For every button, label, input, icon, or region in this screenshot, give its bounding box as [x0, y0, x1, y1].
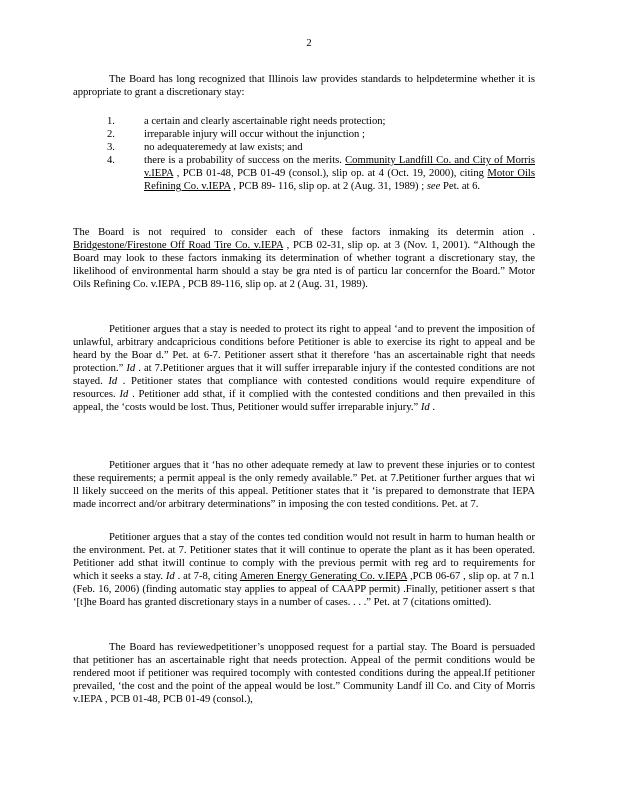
stay-factors-list [107, 115, 535, 193]
paragraph-adequate-remedy: Petitioner argues that it ‘has no other adequate remedy at law to prevent these injuries or to contest these requirements; a permit appeal is the only remedy available.” Pet. at 7.Petitioner further argues that wi ll likely succeed on the merits of this appeal. Petitioner states that it ‘is prepared to demonstrate that IEPA made incorrect and/or arbitrary determinations” in imposing the con tested conditions. Pet. at 7. [73, 460, 535, 510]
case-citation: Community Landfill Co. and City of Morris v.IEPA [144, 155, 535, 179]
case-citation: Ameren Energy Generating Co. v.IEPA [239, 571, 408, 582]
list-item: 3. no adequateremedy at law exists; and [107, 142, 303, 153]
paragraph-board-review: The Board has reviewedpetitioner’s unopposed request for a partial stay. The Board is persuaded that petitioner has an ascertainable right that needs protection. Appeal of the permit conditions would be rendered moot if petitioner was required tocomply with contested conditions during the appeal.If petitioner prevailed, ‘the cost and the point of the appeal would be lost.” Community Landf ill Co. and City of Morris v.IEPA , PCB 01-48, PCB 01-49 (consol.), [73, 642, 535, 705]
case-citation: Community Landf ill Co. and City of Morris v.IEPA [73, 681, 535, 705]
case-citation: Bridgestone/Firestone Off Road Tire Co. v.IEPA [73, 240, 284, 251]
paragraph-standards-intro: The Board has long recognized that Illinois law provides standards to helpdetermine whether it is appropriate to grant a discretionary stay: [73, 74, 535, 98]
paragraph-no-harm: Petitioner argues that a stay of the contes ted condition would not result in harm to human health or the environment. Pet. at 7. Petitioner states that it will continue to operate the plant as it has been operated. Petitioner add sthat itwill continue to comply with the previous permit with reg ard to requirements for which it seeks a stay. Id . at 7-8, citing Ameren Energy Generating Co. v.IEPA ,PCB 06-67 , slip op. at 7 n.1 (Feb. 16, 2006) (finding automatic stay applies to appeal of CAAPP permit) .Finally, petitioner assert s that ‘[t]he Board has granted discretionary stays in a number of cases. . . .” Pet. at 7 (citations omitted). [73, 532, 535, 608]
paragraph-board-not-required: The Board is not required to consider each of these factors inmaking its determin ation . Bridgestone/Firestone Off Road Tire Co. v.IEPA , PCB 02-31, slip op. at 3 (Nov. 1, 2001). “Although the Board may look to these factors inmaking its determination of whether togrant a discretionary stay, the likelihood of environmental harm should a stay be gra nted is of particu lar concernfor the Board.” Motor Oils Refining Co. v.IEPA , PCB 89-116, slip op. at 2 (Aug. 31, 1989). [73, 227, 536, 290]
case-citation: Motor Oils Refining Co. v.IEPA [73, 266, 535, 290]
page-number: 2 [306, 38, 312, 49]
list-item: 2. irreparable injury will occur without the injunction ; [107, 129, 365, 140]
case-citation: Motor Oils Refining Co. v.IEPA [144, 168, 535, 192]
paragraph-petitioner-right: Petitioner argues that a stay is needed to protect its right to appeal ‘and to prevent the imposition of unlawful, arbitrary andcapricious conditions before Petitioner is able to exercise its right to appeal and be heard by the Boar d.” Pet. at 6-7. Petitioner assert sthat it therefore ‘has an ascertainable right that needs protection.” Id . at 7.Petitioner argues that it will suffer irreparable injury if the contested conditions are not stayed. Id . Petitioner states that compliance with contested conditions would require expenditure of resources. Id . Petitioner add sthat, if it complied with the contested conditions and then prevailed in this appeal, the ‘costs would be lost. Thus, Petitioner would suffer irreparable injury.” Id . [73, 324, 535, 413]
list-item: 1. a certain and clearly ascertainable right needs protection; [107, 116, 386, 127]
list-item: 4. there is a probability of success on the merits. Community Landfill Co. and City of Morris v.IEPA , PCB 01-48, PCB 01-49 (consol.), slip op. at 4 (Oct. 19, 2000), citing Motor Oils Refining Co. v.IEPA , PCB 89- 116, slip op. at 2 (Aug. 31, 1989) ; see Pet. at 6. [107, 155, 535, 192]
